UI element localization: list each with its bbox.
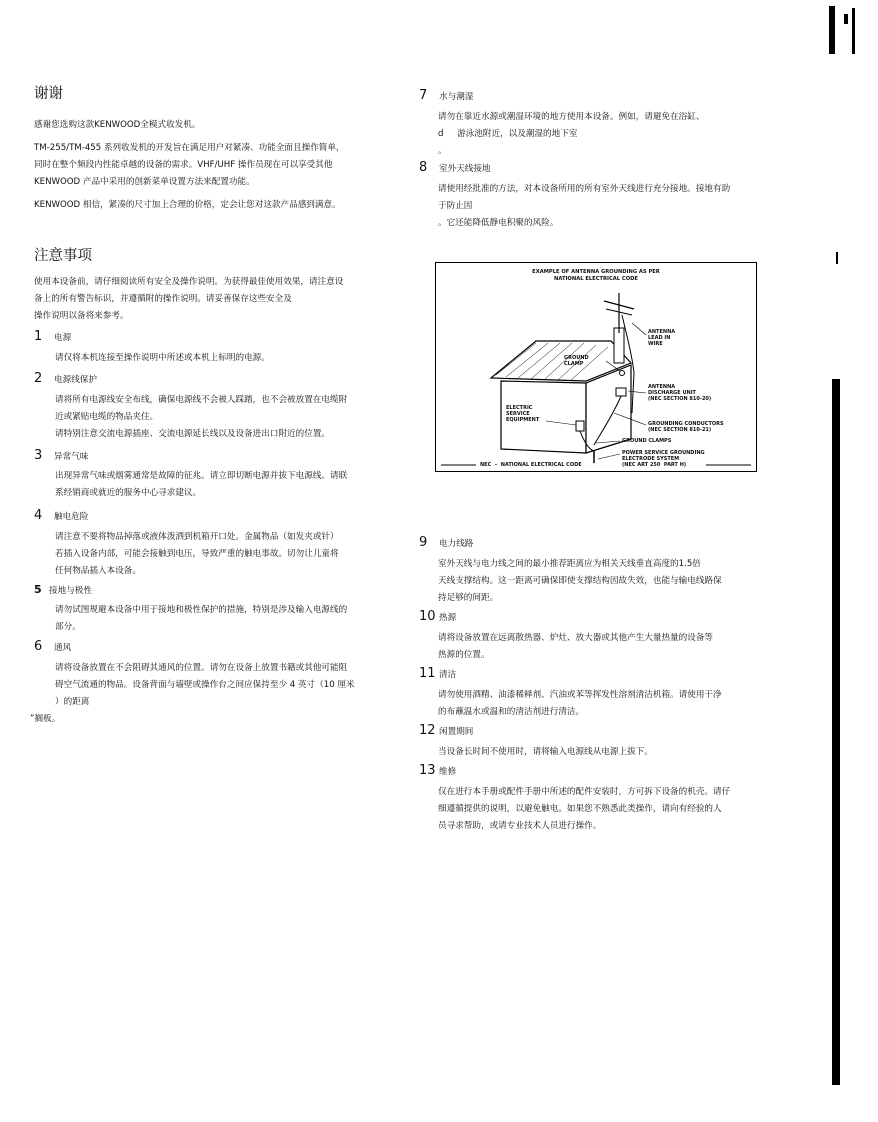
house-diagram: [436, 263, 756, 471]
item-title: 维修: [439, 767, 457, 777]
scan-mark-top-3: [852, 8, 855, 54]
precaution-item-8-header: [419, 160, 759, 175]
precautions-intro-line-1: 使用本设备前，请仔细阅读所有安全及操作说明。为获得最佳使用效果，请注意设: [34, 277, 344, 287]
thanks-paragraph-2-line-3: KENWOOD 产品中采用的创新菜单设置方法来配置功能。: [34, 177, 255, 187]
precaution-item-5-header: [34, 583, 386, 596]
item-line: 部分。: [55, 622, 81, 632]
item-title: 接地与极性: [49, 586, 92, 596]
scan-mark-top-2: [844, 14, 848, 24]
left-column: [30, 84, 386, 728]
ground-clamp-label: GROUND CLAMP: [564, 355, 589, 367]
precautions-intro-line-2: 备上的所有警告标识，并遵循附的操作说明。请妥善保存这些安全及: [34, 294, 292, 304]
item-title: 电力线路: [439, 539, 474, 549]
right-column: [419, 88, 759, 232]
item-line: 若插入设备内部，可能会接触到电压，导致严重的触电事故。切勿让儿童将: [55, 549, 339, 559]
item-title: 水与潮湿: [439, 92, 474, 102]
precaution-item-13-header: [419, 763, 759, 778]
item-number: 10: [419, 609, 436, 624]
item-line: 碍空气流通的物品。设备背面与墙壁或操作台之间应保持至少 4 英寸（10 厘米: [55, 680, 355, 690]
item-line: ）的距离: [55, 697, 90, 707]
item-number: 5: [34, 583, 42, 596]
item-number: 1: [34, 329, 43, 344]
electric-service-label: ELECTRIC SERVICE EQUIPMENT: [506, 405, 540, 423]
item-number: 8: [419, 160, 428, 175]
precautions-title: 注意事项: [34, 248, 92, 264]
precaution-item-7-header: [419, 88, 759, 103]
item-number: 3: [34, 448, 43, 463]
precaution-item-6-header: [34, 639, 386, 654]
item-line: 。它还能降低静电积聚的风险。: [438, 218, 559, 228]
scan-mark-mid: [836, 252, 838, 264]
right-column-bottom: [419, 535, 759, 835]
item-line: 请勿试图规避本设备中用于接地和极性保护的措施，特别是涉及输入电源线的: [55, 605, 348, 615]
thanks-paragraph-3: KENWOOD 相信，紧凑的尺寸加上合理的价格，定会让您对这款产品感到满意。: [34, 200, 341, 210]
figure-title-line-2: NATIONAL ELECTRICAL CODE: [554, 276, 638, 282]
item-line: 系经销商或就近的服务中心寻求建议。: [55, 488, 202, 498]
item-title: 触电危险: [54, 512, 89, 522]
item-title: 热源: [439, 613, 457, 623]
precaution-item-10-header: [419, 609, 759, 624]
item-line: 请将所有电源线安全布线，确保电源线不会被人踩踏，也不会被放置在电缆附: [55, 395, 348, 405]
antenna-grounding-figure: [435, 262, 757, 472]
precaution-item-9-header: [419, 535, 759, 550]
item-line: 请勿使用酒精、油漆稀释剂、汽油或苯等挥发性溶剂清洁机箱。请使用干净: [438, 690, 722, 700]
item-line: 持足够的间距。: [438, 593, 499, 603]
item-title: 通风: [54, 643, 72, 653]
grounding-conductors-label: GROUNDING CONDUCTORS (NEC SECTION 810-21): [648, 421, 724, 433]
item-line: 室外天线与电力线之间的最小推荐距离应为相关天线垂直高度的1.5倍: [438, 559, 701, 569]
electric-service-box: [576, 421, 584, 431]
chimney: [614, 328, 624, 363]
item-number: 7: [419, 88, 428, 103]
item-title: 清洁: [439, 670, 457, 680]
item-line: 请勿在靠近水源或潮湿环境的地方使用本设备。例如，请避免在浴缸、: [438, 112, 705, 122]
item-number: 11: [419, 666, 436, 681]
item-number: 12: [419, 723, 436, 738]
item-line: 请使用经批准的方法，对本设备所用的所有室外天线进行充分接地。接地有助: [438, 184, 731, 194]
scan-edge-bar: [832, 379, 840, 1085]
item-title: 异常气味: [54, 452, 89, 462]
ground-clamps-label: GROUND CLAMPS: [622, 438, 672, 444]
ground-clamp-symbol: [620, 371, 625, 376]
item-line: 员寻求帮助，或请专业技术人员进行操作。: [438, 821, 602, 831]
precaution-item-1-header: [34, 329, 386, 344]
item-line: 任何物品插入本设备。: [55, 566, 141, 576]
item-line: 热源的位置。: [438, 650, 490, 660]
item-line: 请将设备放置在远离散热器、炉灶、放大器或其他产生大量热量的设备等: [438, 633, 714, 643]
precaution-item-2-header: [34, 371, 386, 386]
item-line: d 游泳池附近，以及潮湿的地下室: [438, 129, 578, 139]
precaution-item-3-header: [34, 448, 386, 463]
figure-title: [436, 269, 756, 283]
precautions-intro-line-3: 操作说明以备将来参考。: [34, 311, 129, 321]
item-number: 6: [34, 639, 43, 654]
item-number: 13: [419, 763, 436, 778]
antenna-lead-label: ANTENNA LEAD IN WIRE: [648, 329, 676, 347]
item-line: 请仅将本机连接至操作说明中所述或本机上标明的电源。: [55, 353, 270, 363]
item-line: 请注意不要将物品掉落或液体泼洒到机箱开口处。金属物品（如发夹或针）: [55, 532, 339, 542]
scan-mark-top: [829, 6, 835, 54]
item-line: 天线支撑结构。这一距离可确保即使支撑结构因故失效，也能与输电线路保: [438, 576, 722, 586]
thanks-title: 谢谢: [34, 86, 63, 102]
thanks-paragraph-2-line-2: 同时在整个频段内性能卓越的设备的需求。VHF/UHF 操作员现在可以享受其他: [34, 160, 333, 170]
thanks-paragraph-1: 感谢您选购这款KENWOOD全模式收发机。: [34, 120, 201, 130]
precaution-item-12-header: [419, 723, 759, 738]
item-number: 9: [419, 535, 428, 550]
thanks-paragraph-2-line-1: TM-255/TM-455 系列收发机的开发旨在满足用户对紧凑、功能全面且操作简单，: [34, 143, 345, 153]
trailing-text: ”搁板。: [30, 714, 61, 724]
item-line: 仅在进行本手册或配件手册中所述的配件安装时，方可拆下设备的机壳。请仔: [438, 787, 731, 797]
discharge-unit-label: ANTENNA DISCHARGE UNIT (NEC SECTION 810-20): [648, 384, 712, 402]
item-line: 。: [438, 146, 447, 156]
precaution-item-11-header: [419, 666, 759, 681]
item-title: 电源: [54, 333, 72, 343]
item-line: 出现异常气味或烟雾通常是故障的征兆。请立即切断电源并拔下电源线。请联: [55, 471, 348, 481]
item-line: 于防止因: [438, 201, 473, 211]
item-title: 室外天线接地: [439, 164, 491, 174]
item-title: 电源线保护: [54, 375, 97, 385]
item-title: 闲置期间: [439, 727, 474, 737]
nec-label: NEC – NATIONAL ELECTRICAL CODE: [480, 462, 582, 468]
item-line: 的布蘸温水或温和的清洁剂进行清洁。: [438, 707, 585, 717]
item-line: 近或紧贴电缆的物品夹住。: [55, 412, 159, 422]
item-number: 2: [34, 371, 43, 386]
item-line: 请特别注意交流电源插座、交流电源延长线以及设备进出口附近的位置。: [55, 429, 331, 439]
precaution-item-4-header: [34, 508, 386, 523]
power-service-label: POWER SERVICE GROUNDING ELECTRODE SYSTEM (NEC ART 250 PART H): [622, 450, 705, 468]
discharge-unit: [616, 388, 626, 396]
item-line: 细遵循提供的说明，以避免触电。如果您不熟悉此类操作，请向有经验的人: [438, 804, 722, 814]
figure-title-line-1: EXAMPLE OF ANTENNA GROUNDING AS PER: [532, 269, 660, 275]
item-line: 当设备长时间不使用时，请将输入电源线从电源上拔下。: [438, 747, 653, 757]
item-number: 4: [34, 508, 43, 523]
item-line: 请将设备放置在不会阻碍其通风的位置。请勿在设备上放置书籍或其他可能阻: [55, 663, 348, 673]
